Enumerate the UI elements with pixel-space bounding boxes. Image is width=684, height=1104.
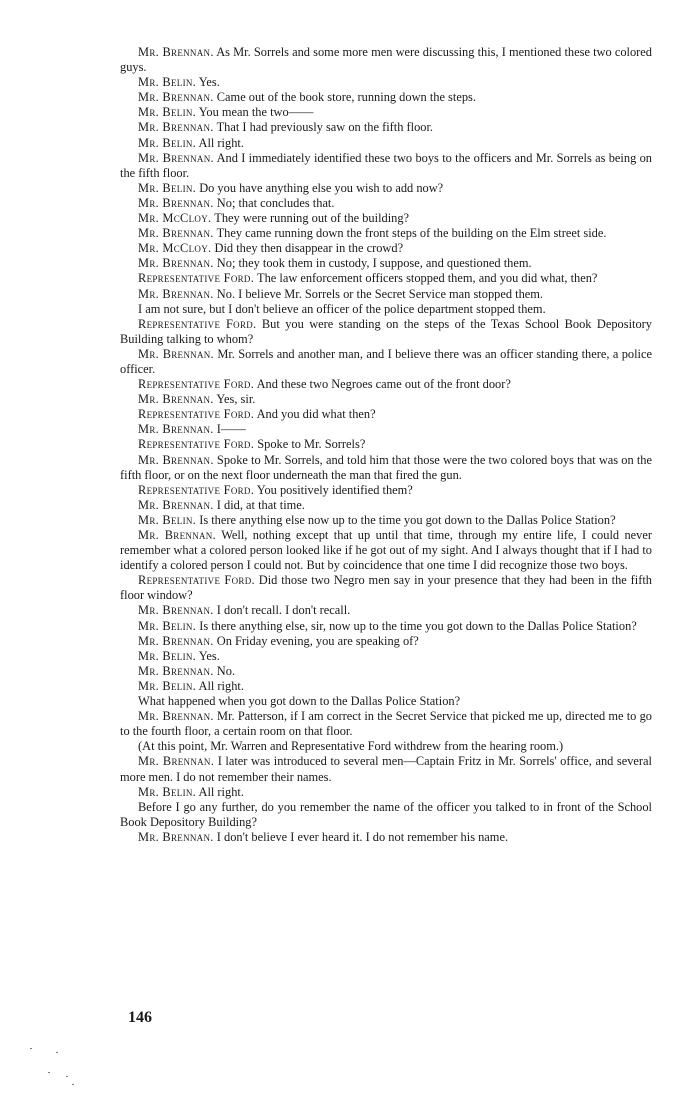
transcript-paragraph (120, 347, 652, 377)
speech-text: (At this point, Mr. Warren and Representative Ford withdrew from the hearing room.) (138, 739, 564, 754)
speech-text: You positively identified them? (256, 482, 413, 497)
speech-text: Before I go any further, do you remember the name of the officer you talked to in front of the School Book Depository Building? (120, 799, 652, 829)
speech-text: The law enforcement officers stopped them, and you did what, then? (257, 271, 598, 286)
speech-text: Yes. (198, 648, 220, 663)
speaker-name: Mr. Brennan. (138, 150, 214, 165)
speech-text: What happened when you got down to the Dallas Police Station? (138, 694, 461, 709)
transcript-paragraph (120, 649, 652, 664)
speech-text: Mr. Patterson, if I am correct in the Secret Service that picked me up, directed me to go to the fourth floor, a certain room on that floor. (120, 709, 652, 739)
speaker-name: Mr. Belin. (138, 135, 197, 150)
speaker-name: Mr. Brennan. (138, 709, 214, 724)
speech-text: On Friday evening, you are speaking of? (216, 633, 419, 648)
transcript-paragraph (120, 528, 652, 573)
speech-text: Do you have anything else you wish to add now? (199, 180, 444, 195)
speech-text: Did those two Negro men say in your presence that they had been in the fifth floor window? (120, 573, 652, 603)
speech-text: I later was introduced to several men—Captain Fritz in Mr. Sorrels' office, and several more men. I do not remember their names. (120, 754, 652, 784)
speaker-name: Mr. Brennan. (138, 422, 214, 437)
speaker-name: Mr. Brennan. (138, 528, 216, 542)
speech-text: Yes. (198, 75, 220, 90)
transcript-paragraph (120, 151, 652, 181)
transcript-paragraph (120, 287, 652, 302)
speech-text: I did, at that time. (216, 497, 305, 512)
speaker-name: Mr. Brennan. (138, 754, 215, 769)
transcript-paragraph (120, 407, 652, 422)
speech-text: I am not sure, but I don't believe an officer of the police department stopped them. (138, 301, 546, 316)
speaker-name: Mr. Belin. (138, 75, 197, 90)
speech-text: And these two Negroes came out of the front door? (256, 377, 511, 392)
speaker-name: Mr. Brennan. (138, 195, 214, 210)
transcript-paragraph (120, 785, 652, 800)
speaker-name: Mr. Brennan. (138, 286, 214, 301)
speaker-name: Mr. Brennan. (138, 120, 214, 135)
transcript-paragraph (120, 75, 652, 90)
transcript-paragraph (120, 800, 652, 830)
speaker-name: Mr. Belin. (138, 180, 197, 195)
speech-text: I don't believe I ever heard it. I do not remember his name. (216, 829, 509, 844)
transcript-paragraph (120, 45, 652, 75)
transcript-paragraph (120, 513, 652, 528)
speech-text: Spoke to Mr. Sorrels? (257, 437, 366, 452)
speaker-name: Mr. Brennan. (138, 90, 214, 105)
transcript-paragraph (120, 694, 652, 709)
transcript-paragraph (120, 136, 652, 151)
speech-text: Spoke to Mr. Sorrels, and told him that those were the two colored boys that was on the fifth floor, or on the next floor underneath the man that fired the gun. (120, 452, 652, 482)
speech-text: And you did what then? (256, 407, 376, 422)
speaker-name: Representative Ford. (138, 377, 255, 392)
transcript-paragraph (120, 830, 652, 845)
speaker-name: Representative Ford. (138, 573, 255, 588)
speaker-name: Mr. Belin. (138, 678, 197, 693)
speaker-name: Mr. Brennan. (138, 45, 214, 59)
speech-text: But you were standing on the steps of the Texas School Book Depository Building talking to whom? (120, 316, 652, 346)
speech-text: Did they then disappear in the crowd? (214, 241, 404, 256)
scan-speck (48, 1072, 50, 1073)
speech-text: As Mr. Sorrels and some more men were discussing this, I mentioned these two colored guys. (120, 45, 652, 75)
speech-text: Mr. Sorrels and another man, and I believe there was an officer standing there, a police officer. (120, 346, 652, 376)
speaker-name: Mr. Brennan. (138, 497, 214, 512)
speaker-name: Mr. Belin. (138, 618, 197, 633)
transcript-paragraph (120, 573, 652, 603)
speech-text: All right. (198, 784, 244, 799)
transcript-paragraph (120, 302, 652, 317)
transcript-paragraph (120, 422, 652, 437)
speech-text: Is there anything else, sir, now up to the time you got down to the Dallas Police Station? (199, 618, 637, 633)
transcript-paragraph (120, 256, 652, 271)
speech-text: Came out of the book store, running down the steps. (216, 90, 476, 105)
speaker-name: Mr. McCloy. (138, 241, 212, 256)
speaker-name: Mr. Brennan. (138, 603, 214, 618)
transcript-paragraph (120, 392, 652, 407)
transcript-paragraph (120, 709, 652, 739)
scan-speck (56, 1052, 58, 1053)
transcript-paragraph (120, 120, 652, 135)
speech-text: Yes, sir. (216, 392, 256, 407)
speaker-name: Mr. Brennan. (138, 829, 214, 844)
transcript-paragraph (120, 196, 652, 211)
scan-speck (72, 1084, 74, 1085)
speaker-name: Mr. Brennan. (138, 346, 214, 361)
speaker-name: Mr. Belin. (138, 648, 197, 663)
transcript-paragraph (120, 498, 652, 513)
transcript-paragraph (120, 603, 652, 618)
speech-text: No. (216, 663, 236, 678)
speaker-name: Representative Ford. (138, 316, 257, 331)
transcript-paragraph (120, 241, 652, 256)
transcript-paragraph (120, 739, 652, 754)
speaker-name: Mr. Brennan. (138, 633, 214, 648)
transcript-paragraph (120, 634, 652, 649)
transcript-paragraph (120, 211, 652, 226)
transcript-paragraph (120, 317, 652, 347)
transcript-paragraph (120, 754, 652, 784)
speech-text: All right. (198, 678, 244, 693)
speech-text: They came running down the front steps of the building on the Elm street side. (216, 226, 607, 241)
speaker-name: Representative Ford. (138, 437, 255, 452)
speech-text: And I immediately identified these two boys to the officers and Mr. Sorrels as being on the fifth floor. (120, 150, 652, 180)
speech-text: I—— (216, 422, 246, 437)
page-number: 146 (128, 1009, 152, 1026)
speaker-name: Mr. Brennan. (138, 392, 214, 407)
transcript-paragraph (120, 664, 652, 679)
transcript-paragraph (120, 483, 652, 498)
transcript-paragraph (120, 226, 652, 241)
scan-speck (30, 1048, 32, 1049)
transcript-paragraph (120, 453, 652, 483)
transcript-paragraph (120, 619, 652, 634)
speech-text: All right. (198, 135, 244, 150)
speaker-name: Mr. Brennan. (138, 256, 214, 271)
speech-text: You mean the two—— (198, 105, 314, 120)
transcript-paragraph (120, 105, 652, 120)
transcript-paragraph (120, 437, 652, 452)
speaker-name: Mr. Belin. (138, 784, 197, 799)
transcript-paragraph (120, 271, 652, 286)
speaker-name: Mr. Belin. (138, 512, 197, 527)
speaker-name: Mr. Brennan. (138, 226, 214, 241)
speaker-name: Representative Ford. (138, 482, 255, 497)
speech-text: They were running out of the building? (214, 211, 410, 226)
scan-speck (66, 1076, 68, 1077)
speaker-name: Mr. Brennan. (138, 452, 214, 467)
speaker-name: Representative Ford. (138, 407, 255, 422)
transcript-paragraph (120, 377, 652, 392)
transcript-paragraph (120, 679, 652, 694)
speaker-name: Mr. McCloy. (138, 211, 212, 226)
speech-text: I don't recall. I don't recall. (216, 603, 351, 618)
speech-text: Well, nothing except that up until that time, through my entire life, I could never remember what a colored person looked like if he got out of my sight. And I always thought that if I had to identify a colored person I could not. But by coincidence that one time I did recognize those two boys. (120, 528, 653, 573)
speaker-name: Mr. Brennan. (138, 663, 214, 678)
transcript-paragraph (120, 181, 652, 196)
transcript-paragraph (120, 90, 652, 105)
transcript-body (120, 45, 652, 845)
speech-text: No; they took them in custody, I suppose, and questioned them. (216, 256, 532, 271)
speech-text: That I had previously saw on the fifth floor. (216, 120, 434, 135)
speech-text: No. I believe Mr. Sorrels or the Secret Service man stopped them. (216, 286, 543, 301)
speech-text: Is there anything else now up to the time you got down to the Dallas Police Station? (199, 512, 616, 527)
speaker-name: Representative Ford. (138, 271, 255, 286)
speech-text: No; that concludes that. (216, 195, 335, 210)
speaker-name: Mr. Belin. (138, 105, 197, 120)
